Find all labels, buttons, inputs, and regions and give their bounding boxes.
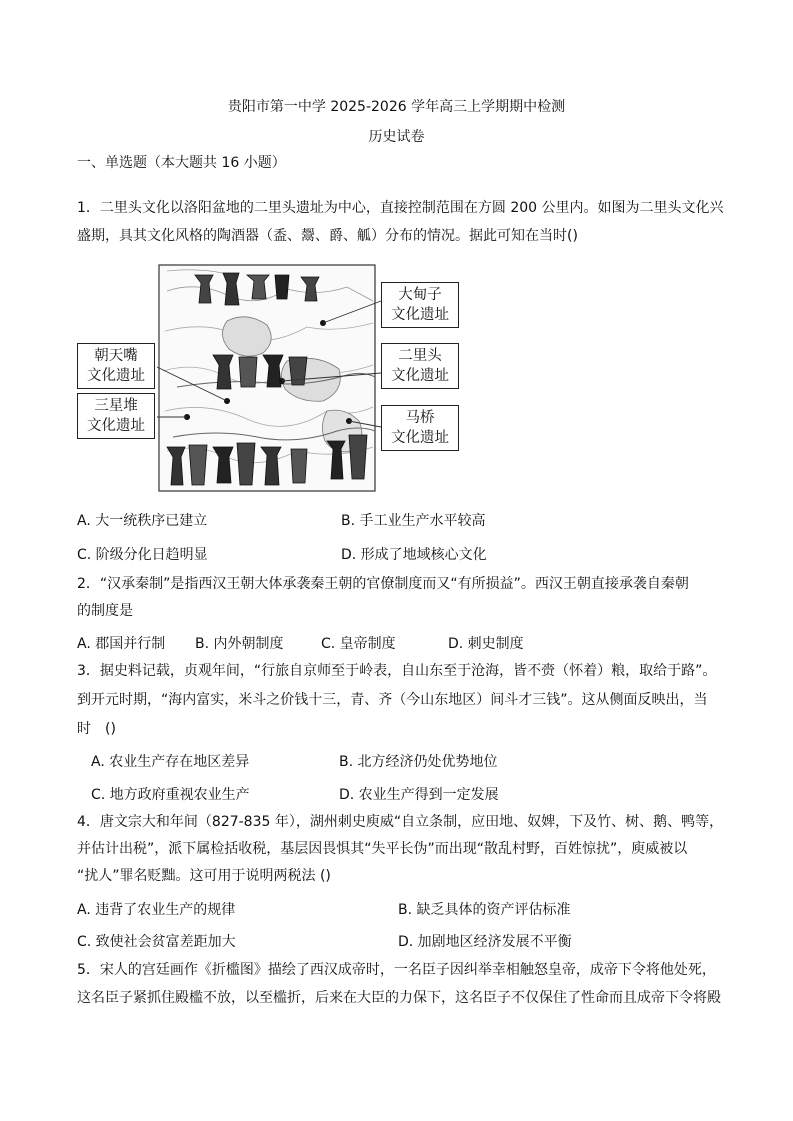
q3-option-c[interactable]: C. 地方政府重视农业生产 xyxy=(91,787,250,803)
map-label-chaotianzui xyxy=(77,343,155,389)
q4-option-d[interactable]: D. 加剧地区经济发展不平衡 xyxy=(398,934,572,950)
map-label-sanxingdui-suffix: 文化遗址 xyxy=(87,418,145,434)
q3-option-b[interactable]: B. 北方经济仍处优势地位 xyxy=(339,754,498,770)
q3-option-a[interactable]: A. 农业生产存在地区差异 xyxy=(91,754,250,770)
q2-line-2: 的制度是 xyxy=(77,603,133,619)
q3-line-2: 到开元时期，“海内富实，米斗之价钱十三，青、齐（今山东地区）间斗才三钱”。这从侧面反映出，当 xyxy=(77,692,708,708)
q4-line-1: 4．唐文宗大和年间（827-835 年），湖州刺史庾威“自立条制，应田地、奴婢，下及竹、树、鹅、鸭等， xyxy=(77,814,724,830)
map-label-erlitou-name: 二里头 xyxy=(398,348,442,364)
q1-line-2: 盛期，具其文化风格的陶酒器（盉、鬶、爵、觚）分布的情况。据此可知在当时() xyxy=(77,228,578,244)
map-label-erlitou-suffix: 文化遗址 xyxy=(391,368,449,384)
q1-option-c[interactable]: C. 阶级分化日趋明显 xyxy=(77,547,208,563)
q5-line-1: 5．宋人的宫廷画作《折槛图》描绘了西汉成帝时，一名臣子因纠举幸相触怒皇帝，成帝下令将他处死， xyxy=(77,962,716,978)
q2-option-c[interactable]: C. 皇帝制度 xyxy=(321,636,396,652)
exam-subtitle: 历史试卷 xyxy=(368,129,425,145)
map-label-sanxingdui-name: 三星堆 xyxy=(94,398,138,414)
q3-line-3: 时 () xyxy=(77,721,116,737)
q2-option-d[interactable]: D. 刺史制度 xyxy=(448,636,524,652)
q1-option-a[interactable]: A. 大一统秩序已建立 xyxy=(77,513,208,529)
map-label-dadianzi-suffix: 文化遗址 xyxy=(391,307,449,323)
q3-option-d[interactable]: D. 农业生产得到一定发展 xyxy=(339,787,499,803)
map-label-chaotianzui-suffix: 文化遗址 xyxy=(87,368,145,384)
q4-option-c[interactable]: C. 致使社会贫富差距加大 xyxy=(77,934,236,950)
q3-line-1: 3．据史料记载，贞观年间，“行旅自京师至于岭表，自山东至于沧海，皆不赍（怀着）粮，取给于路”。 xyxy=(77,663,717,679)
q1-option-d[interactable]: D. 形成了地域核心文化 xyxy=(341,547,487,563)
map-label-erlitou xyxy=(381,343,459,389)
q5-line-2: 这名臣子紧抓住殿槛不放，以至槛折，后来在大臣的力保下，这名臣子不仅保住了性命而且成帝下令将殿 xyxy=(77,990,721,1006)
map-label-chaotianzui-name: 朝天嘴 xyxy=(94,348,138,364)
q1-line-1: 1．二里头文化以洛阳盆地的二里头遗址为中心，直接控制范围在方圆 200 公里内。如图为二里头文化兴 xyxy=(77,200,724,216)
map-label-maqiao xyxy=(381,405,459,451)
q2-line-1: 2．“汉承秦制”是指西汉王朝大体承袭秦王朝的官僚制度而又“有所损益”。西汉王朝直接承袭自秦朝 xyxy=(77,576,689,592)
q4-option-a[interactable]: A. 违背了农业生产的规律 xyxy=(77,902,236,918)
map-label-maqiao-name: 马桥 xyxy=(405,410,435,426)
q4-option-b[interactable]: B. 缺乏具体的资产评估标准 xyxy=(398,902,571,918)
map-label-dadianzi xyxy=(381,282,459,328)
map-label-dadianzi-name: 大甸子 xyxy=(398,287,442,303)
map-label-sanxingdui xyxy=(77,393,155,439)
exam-title: 贵阳市第一中学 2025-2026 学年高三上学期期中检测 xyxy=(227,99,566,115)
q2-option-b[interactable]: B. 内外朝制度 xyxy=(195,636,284,652)
section-heading: 一、单选题（本大题共 16 小题） xyxy=(77,155,286,171)
q1-map-figure xyxy=(77,261,460,495)
q4-line-2: 并估计出税”，派下属检括收税，基层因畏惧其“失平长伪”而出现“散乱村野，百姓惊扰”，庾威被以 xyxy=(77,841,688,857)
q1-option-b[interactable]: B. 手工业生产水平较高 xyxy=(341,513,486,529)
q2-option-a[interactable]: A. 郡国并行制 xyxy=(77,636,166,652)
q4-line-3: “扰人”罪名贬黜。这可用于说明两税法 () xyxy=(77,868,331,884)
map-label-maqiao-suffix: 文化遗址 xyxy=(391,430,449,446)
